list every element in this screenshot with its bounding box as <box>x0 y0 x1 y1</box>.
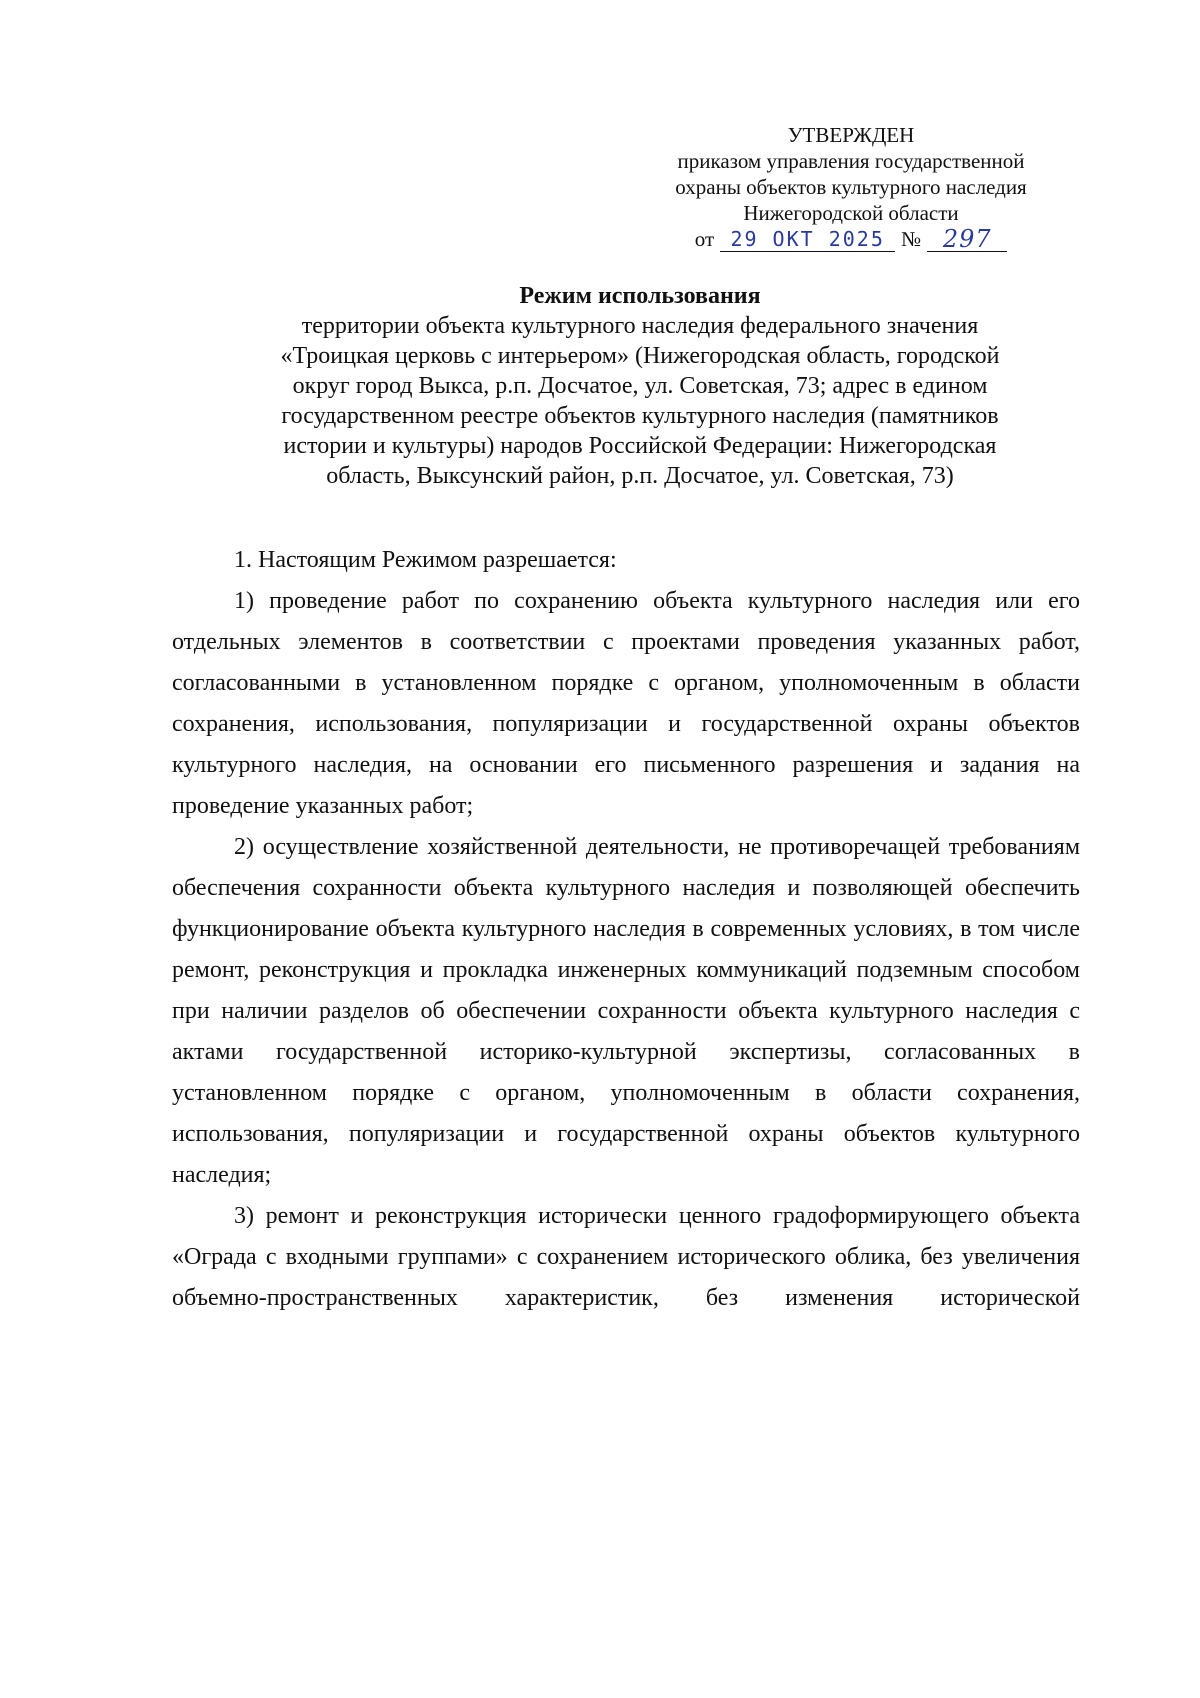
title-line-6: область, Выксунский район, р.п. Досчатое, ул. Советская, 73) <box>326 463 954 489</box>
title-line-3: округ город Выкса, р.п. Досчатое, ул. Советская, 73; адрес в едином <box>292 373 988 399</box>
date-stamp-value: 29 ОКТ 2025 <box>720 227 895 252</box>
document-title <box>180 281 1100 491</box>
item-2-paragraph: 2) осуществление хозяйственной деятельности, не противоречащей требованиям обеспечения сохранности объекта культурного наследия и позволяющей обеспечить функционирование объекта культурного наследия в современных условиях, в том числе ремонт, реконструкция и прокладка инженерных коммуникаций подземным способом при наличии разделов об обеспечении сохранности объекта культурного наследия с актами государственной историко-культурной экспертизы, согласованных в установленном порядке с органом, уполномоченным в области сохранения, использования, популяризации и государственной охраны объектов культурного наследия; <box>172 834 1080 1188</box>
date-prefix: от <box>694 227 715 251</box>
number-prefix: № <box>901 227 922 251</box>
approval-block <box>620 122 1082 252</box>
approval-line-1: приказом управления государственной <box>677 149 1025 173</box>
title-line-2: «Троицкая церковь с интерьером» (Нижегородская область, городской <box>280 343 1000 369</box>
item-3-paragraph: 3) ремонт и реконструкция исторически ценного градоформирующего объекта «Ограда с входными группами» с сохранением исторического облика, без увеличения объемно-пространственных характеристик, без изменения исторической <box>172 1203 1080 1311</box>
title-line-1: территории объекта культурного наследия федерального значения <box>301 313 979 339</box>
intro-paragraph: 1. Настоящим Режимом разрешается: <box>234 547 617 573</box>
approval-stamp: УТВЕРЖДЕН <box>787 123 915 147</box>
approval-line-3: Нижегородской области <box>743 201 959 225</box>
approval-line-2: охраны объектов культурного наследия <box>675 175 1027 199</box>
item-1-paragraph: 1) проведение работ по сохранению объекта культурного наследия или его отдельных элементов в соответствии с проектами проведения указанных работ, согласованными в установленном порядке с органом, уполномоченным в области сохранения, использования, популяризации и государственной охраны объектов культурного наследия, на основании его письменного разрешения и задания на проведение указанных работ; <box>172 588 1080 819</box>
approval-date-line <box>620 226 1082 252</box>
title-line-5: истории и культуры) народов Российской Федерации: Нижегородская <box>283 433 997 459</box>
title-heading: Режим использования <box>519 283 761 309</box>
handwritten-number: 297 <box>927 227 1007 252</box>
document-body <box>172 540 1080 1319</box>
title-line-4: государственном реестре объектов культурного наследия (памятников <box>281 403 999 429</box>
